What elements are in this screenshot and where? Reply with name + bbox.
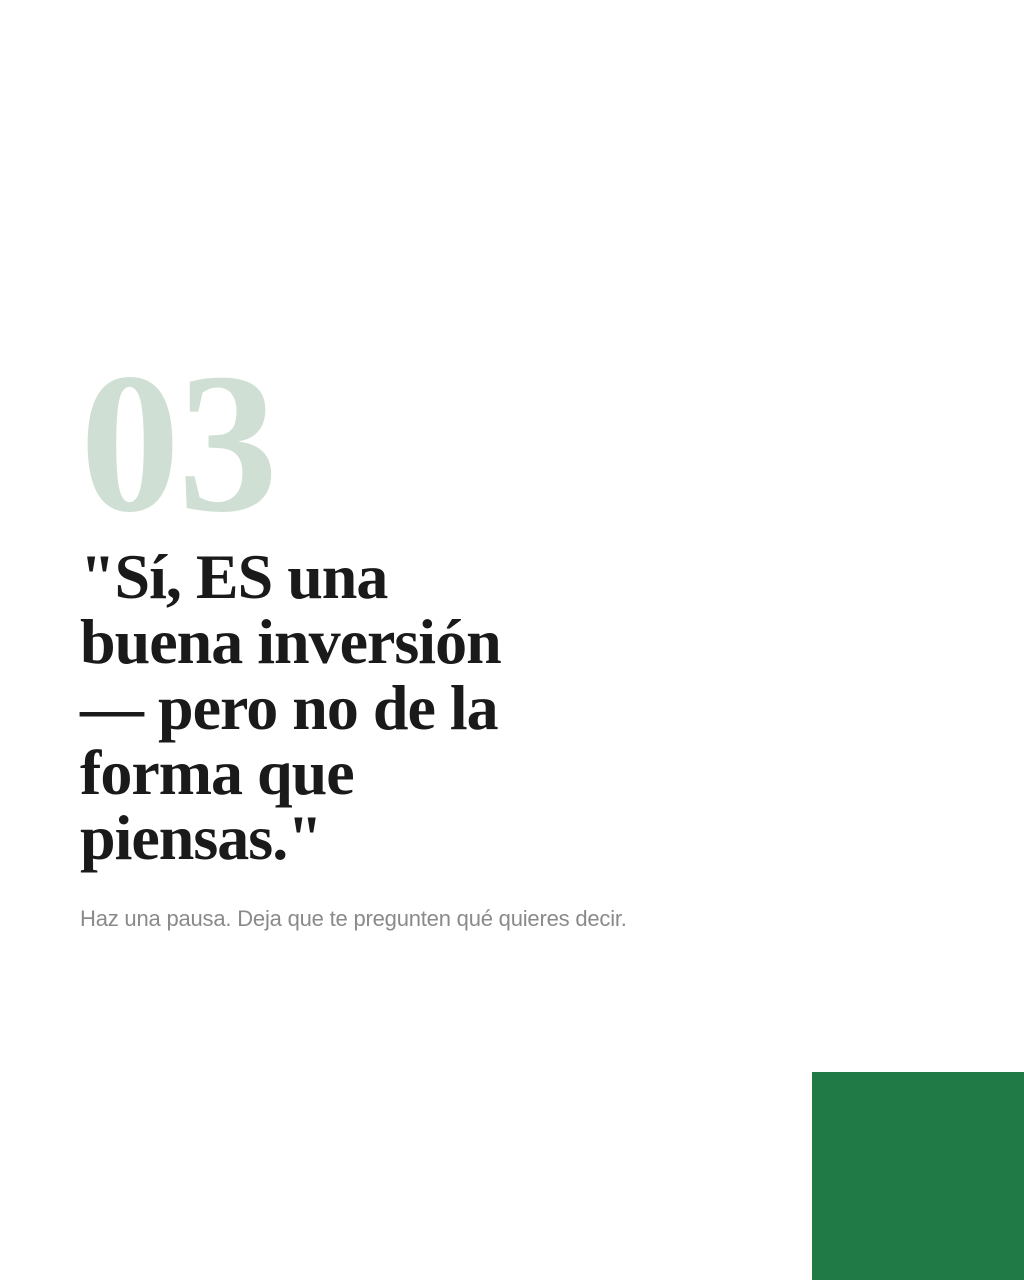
slide-number: 03 (80, 333, 276, 554)
slide-content (80, 333, 840, 935)
headline-quote: "Sí, ES una buena inversión — pero no de la forma que piensas." (80, 541, 501, 874)
accent-block (812, 1072, 1024, 1280)
subtitle-text: Haz una pausa. Deja que te pregunten qué quieres decir. (80, 906, 627, 932)
